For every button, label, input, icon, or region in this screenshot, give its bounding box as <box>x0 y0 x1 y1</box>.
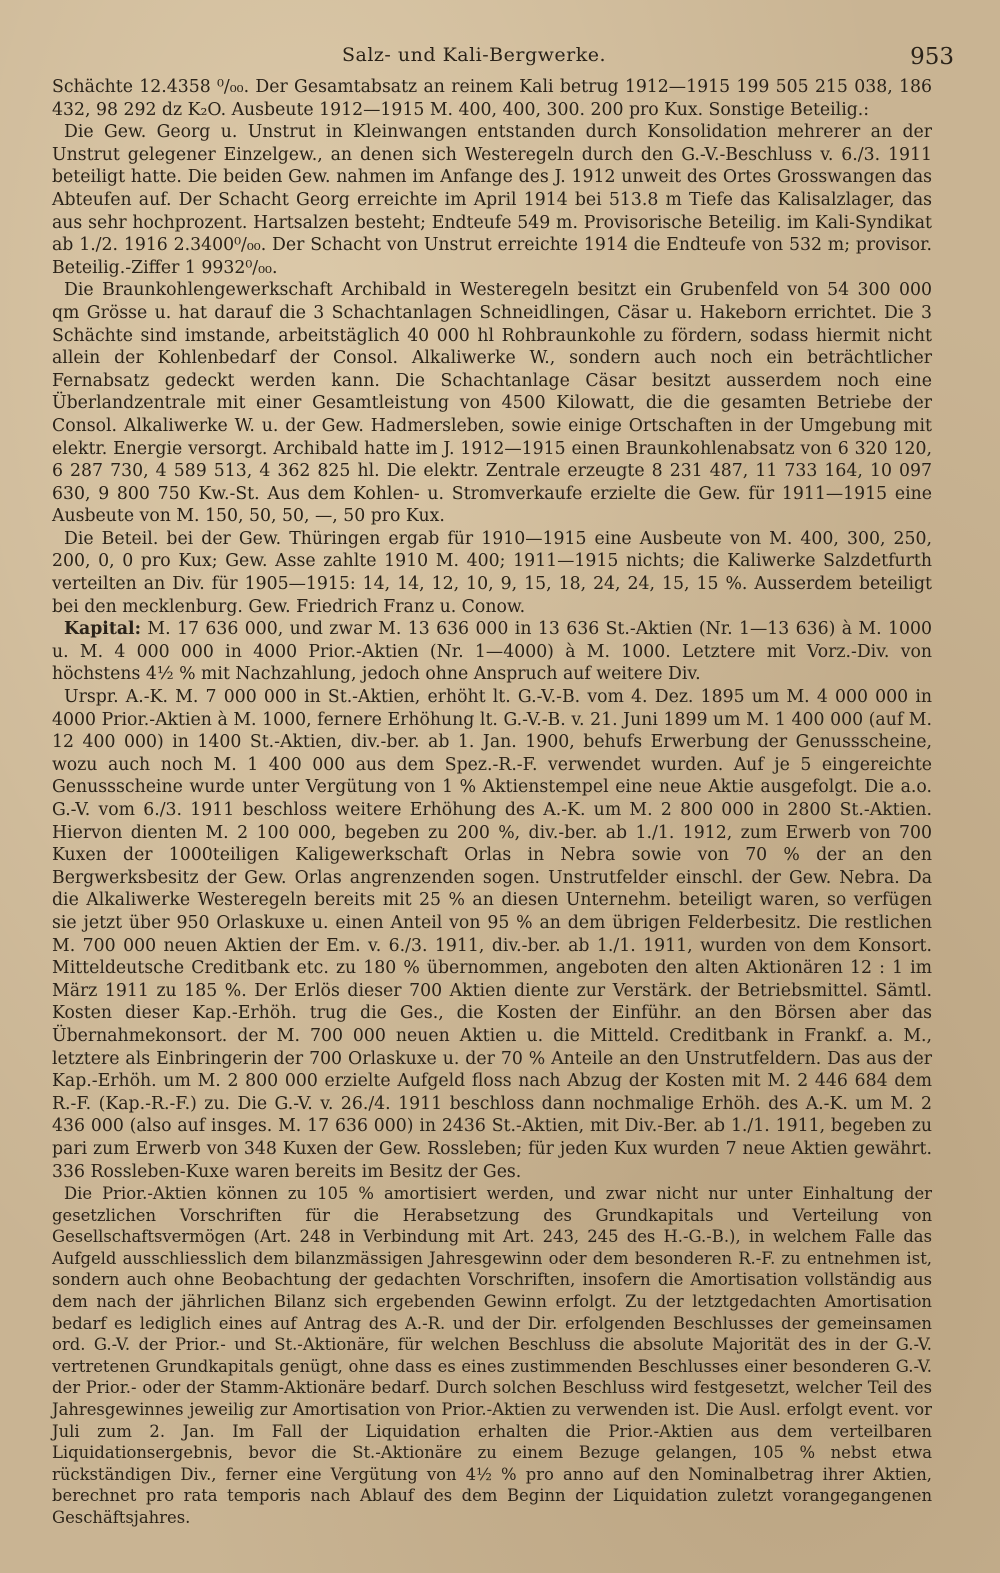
paragraph-schaechte: Schächte 12.4358 ⁰/₀₀. Der Gesamtabsatz an reinem Kali betrug 1912—1915 199 505 215 038, 186 432, 98 292 dz K₂O. Ausbeute 1912—1915 M. 400, 400, 300. 200 pro Kux. Sonstige Beteilig.: <box>52 77 932 120</box>
kapital-label: Kapital: <box>64 619 141 640</box>
paragraph-georg-unstrut: Die Gew. Georg u. Unstrut in Kleinwangen entstanden durch Konsolidation mehrerer an der Unstrut gelegener Einzelgew., an denen sich Westeregeln durch den G.-V.-Beschluss v. 6./3. 1911 beteiligt hatte. Die beiden Gew. nahmen im Anfange des J. 1912 unweit des Ortes Grosswangen das Abteufen auf. Der Schacht Georg erreichte im April 1914 bei 513.8 m Tiefe das Kalisalzlager, das aus sehr hochprozent. Hartsalzen besteht; Endteufe 549 m. Provisorische Beteilig. im Kali-Syndikat ab 1./2. 1916 2.3400⁰/₀₀. Der Schacht von Unstrut erreichte 1914 die Endteufe von 532 m; provisor. Beteilig.-Ziffer 1 9932⁰/₀₀. <box>52 122 932 278</box>
document-page <box>52 38 954 1529</box>
body-text <box>52 76 932 1529</box>
kapital-text: M. 17 636 000, und zwar M. 13 636 000 in 13 636 St.-Aktien (Nr. 1—13 636) à M. 1000 u. M. 4 000 000 in 4000 Prior.-Aktien (Nr. 1—4000) à M. 1000. Letztere mit Vorz.-Div. von höchstens 4½ % mit Nachzahlung, jedoch ohne Anspruch auf weitere Div. <box>52 619 932 685</box>
paragraph-prior-aktien: Die Prior.-Aktien können zu 105 % amortisiert werden, und zwar nicht nur unter Einhaltung der gesetzlichen Vorschriften für die Herabsetzung des Grundkapitals und Verteilung von Gesellschaftsvermögen (Art. 248 in Verbindung mit Art. 243, 245 des H.-G.-B.), in welchem Falle das Aufgeld ausschliesslich dem bilanzmässigen Jahresgewinn oder dem besonderen R.-F. zu entnehmen ist, sondern auch ohne Beobachtung der gedachten Vorschriften, insofern die Amortisation vollständig aus dem nach der jährlichen Bilanz sich ergebenden Gewinn erfolgt. Zu der letztgedachten Amortisation bedarf es lediglich eines auf Antrag des A.-R. und der Dir. erfolgenden Beschlusses der gemeinsamen ord. G.-V. der Prior.- und St.-Aktionäre, für welchen Beschluss die absolute Majorität des in der G.-V. vertretenen Grundkapitals genügt, ohne dass es eines zustimmenden Beschlusses einer besonderen G.-V. der Prior.- oder der Stamm-Aktionäre bedarf. Durch solchen Beschluss wird festgesetzt, welcher Teil des Jahresgewinnes jeweilig zur Amortisation von Prior.-Aktien zu verwenden ist. Die Ausl. erfolgt event. vor Juli zum 2. Jan. Im Fall der Liquidation erhalten die Prior.-Aktien aus dem verteilbaren Liquidationsergebnis, bevor die St.-Aktionäre zu einem Bezuge gelangen, 105 % nebst etwa rückständigen Div., ferner eine Vergütung von 4½ % pro anno auf den Nominalbetrag ihrer Aktien, berechnet pro rata temporis nach Ablauf des dem Beginn der Liquidation zuletzt vorangegangenen Geschäftsjahres. <box>52 1184 932 1527</box>
paragraph-thueringen: Die Beteil. bei der Gew. Thüringen ergab für 1910—1915 eine Ausbeute von M. 400, 300, 250, 200, 0, 0 pro Kux; Gew. Asse zahlte 1910 M. 400; 1911—1915 nichts; die Kaliwerke Salzdetfurth verteilten an Div. für 1905—1915: 14, 14, 12, 10, 9, 15, 18, 24, 24, 15, 15 %. Ausserdem beteiligt bei den mecklenburg. Gew. Friedrich Franz u. Conow. <box>52 528 932 617</box>
paragraph-archibald: Die Braunkohlengewerkschaft Archibald in Westeregeln besitzt ein Grubenfeld von 54 300 000 qm Grösse u. hat darauf die 3 Schachtanlagen Schneidlingen, Cäsar u. Hakeborn errichtet. Die 3 Schächte sind imstande, arbeitstäglich 40 000 hl Rohbraunkohle zu fördern, sodass hiermit nicht allein der Kohlenbedarf der Consol. Alkaliwerke W., sondern auch noch ein beträchtlicher Fernabsatz gedeckt werden kann. Die Schachtanlage Cäsar besitzt ausserdem noch eine Überlandzentrale mit einer Gesamtleistung von 4500 Kilowatt, die die gesamten Betriebe der Consol. Alkaliwerke W. u. der Gew. Hadmersleben, sowie einige Ortschaften in der Umgebung mit elektr. Energie versorgt. Archibald hatte im J. 1912—1915 einen Braunkohlenabsatz von 6 320 120, 6 287 730, 4 589 513, 4 362 825 hl. Die elektr. Zentrale erzeugte 8 231 487, 11 733 164, 10 097 630, 9 800 750 Kw.-St. Aus dem Kohlen- u. Stromverkaufe erzielte die Gew. für 1911—1915 eine Ausbeute von M. 150, 50, 50, —, 50 pro Kux. <box>52 280 932 527</box>
running-title: Salz- und Kali-Bergwerke. <box>342 44 606 66</box>
paragraph-urspr-ak: Urspr. A.-K. M. 7 000 000 in St.-Aktien, erhöht lt. G.-V.-B. vom 4. Dez. 1895 um M. 4 000 000 in 4000 Prior.-Aktien à M. 1000, fernere Erhöhung lt. G.-V.-B. v. 21. Juni 1899 um M. 1 400 000 (auf M. 12 400 000) in 1400 St.-Aktien, div.-ber. ab 1. Jan. 1900, behufs Erwerbung der Genussscheine, wozu auch noch M. 1 400 000 aus dem Spez.-R.-F. verwendet wurden. Auf je 5 eingereichte Genussscheine wurde unter Vergütung von 1 % Aktienstempel eine neue Aktie ausgefolgt. Die a.o. G.-V. vom 6./3. 1911 beschloss weitere Erhöhung des A.-K. um M. 2 800 000 in 2800 St.-Aktien. Hiervon dienten M. 2 100 000, begeben zu 200 %, div.-ber. ab 1./1. 1912, zum Erwerb von 700 Kuxen der 1000teiligen Kaligewerkschaft Orlas in Nebra sowie von 70 % der an den Bergwerksbesitz der Gew. Orlas angrenzenden sogen. Unstrutfelder einschl. der Gew. Nebra. Da die Alkaliwerke Westeregeln bereits mit 25 % an diesen Unternehm. beteiligt waren, so verfügen sie jetzt über 950 Orlaskuxe u. einen Anteil von 95 % an dem übrigen Felderbesitz. Die restlichen M. 700 000 neuen Aktien der Em. v. 6./3. 1911, div.-ber. ab 1./1. 1911, wurden von dem Konsort. Mitteldeutsche Creditbank etc. zu 180 % übernommen, angeboten den alten Aktionären 12 : 1 im März 1911 zu 185 %. Der Erlös dieser 700 Aktien diente zur Verstärk. der Betriebsmittel. Sämtl. Kosten dieser Kap.-Erhöh. trug die Ges., die Kosten der Einführ. an den Börsen aber das Übernahmekonsort. der M. 700 000 neuen Aktien u. die Mitteld. Creditbank in Frankf. a. M., letztere als Einbringerin der 700 Orlaskuxe u. der 70 % Anteile an den Unstrutfeldern. Das aus der Kap.-Erhöh. um M. 2 800 000 erzielte Aufgeld floss nach Abzug der Kosten mit M. 2 446 684 dem R.-F. (Kap.-R.-F.) zu. Die G.-V. v. 26./4. 1911 beschloss dann nochmalige Erhöh. des A.-K. um M. 2 436 000 (also auf insges. M. 17 636 000) in 2436 St.-Aktien, mit Div.-Ber. ab 1./1. 1911, begeben zu pari zum Erwerb von 348 Kuxen der Gew. Rossleben; für jeden Kux wurden 7 neue Aktien gewährt. 336 Rossleben-Kuxe waren bereits im Besitz der Ges. <box>52 687 932 1182</box>
page-number: 953 <box>910 44 954 70</box>
page-header <box>52 38 954 76</box>
paragraph-kapital <box>52 618 932 686</box>
